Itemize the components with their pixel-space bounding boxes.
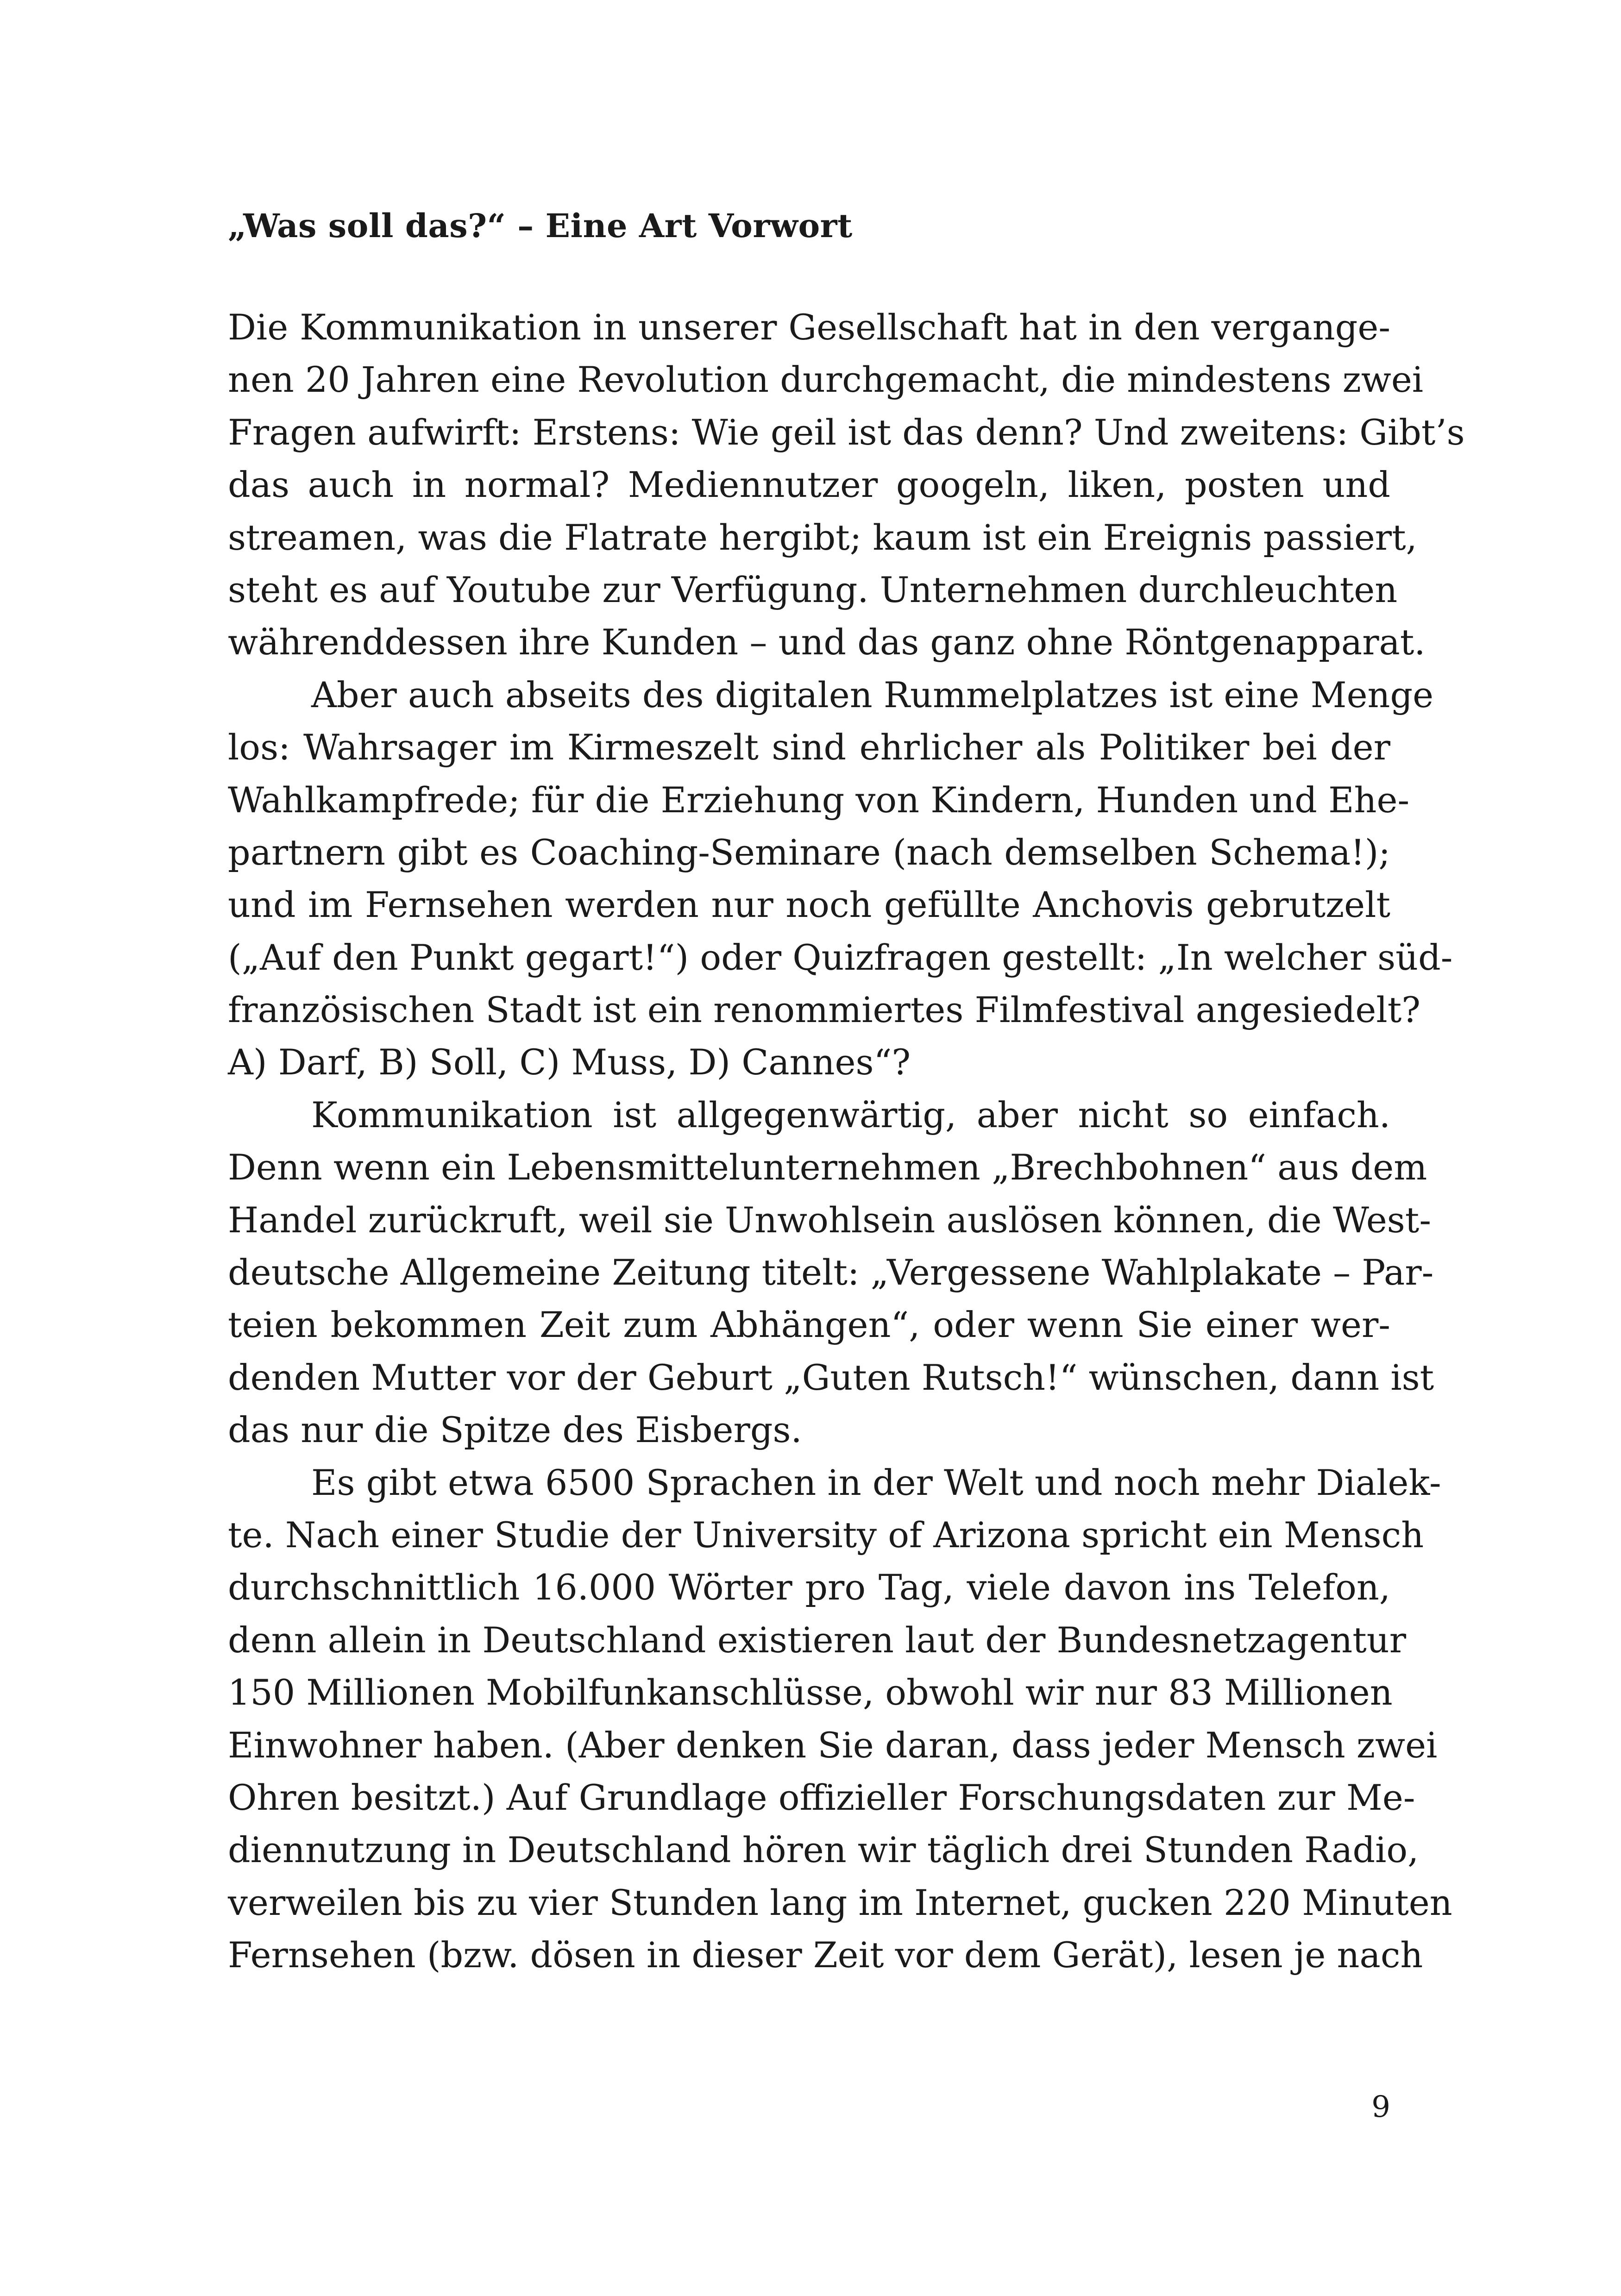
text-line: Ohren besitzt.) Auf Grundlage offizieller Forschungsdaten zur Me- (228, 1776, 1415, 1818)
text-line: durchschnittlich 16.000 Wörter pro Tag, viele davon ins Telefon, (228, 1567, 1390, 1608)
text-line: Fernsehen (bzw. dösen in dieser Zeit vor dem Gerät), lesen je nach (228, 1934, 1423, 1976)
page-number: 9 (1371, 2090, 1390, 2124)
text-line: denn allein in Deutschland existieren laut der Bundesnetzagentur (228, 1619, 1407, 1661)
text-line: teien bekommen Zeit zum Abhängen“, oder wenn Sie einer wer- (228, 1304, 1390, 1346)
text-line: Aber auch abseits des digitalen Rummelplatzes ist eine Menge (311, 674, 1434, 715)
text-line: 150 Millionen Mobilfunkanschlüsse, obwohl wir nur 83 Millionen (228, 1672, 1393, 1713)
text-line: steht es auf Youtube zur Verfügung. Unternehmen durchleuchten (228, 569, 1398, 610)
text-line: Einwohner haben. (Aber denken Sie daran, dass jeder Mensch zwei (228, 1724, 1438, 1766)
text-line: te. Nach einer Studie der University of Arizona spricht ein Mensch (228, 1514, 1424, 1556)
chapter-heading: „Was soll das?“ – Eine Art Vorwort (228, 207, 853, 245)
text-line: („Auf den Punkt gegart!“) oder Quizfragen gestellt: „In welcher süd- (228, 936, 1453, 978)
text-line: Es gibt etwa 6500 Sprachen in der Welt und noch mehr Dialek- (311, 1462, 1441, 1503)
text-line: französischen Stadt ist ein renommiertes Filmfestival angesiedelt? (228, 989, 1420, 1031)
text-line: los: Wahrsager im Kirmeszelt sind ehrlicher als Politiker bei der (228, 727, 1390, 768)
text-line: Kommunikation ist allgegenwärtig, aber nicht so einfach. (311, 1094, 1390, 1135)
text-line: Handel zurückruft, weil sie Unwohlsein auslösen können, die West- (228, 1199, 1432, 1241)
text-line: deutsche Allgemeine Zeitung titelt: „Vergessene Wahlplakate – Par- (228, 1252, 1434, 1293)
text-line: und im Fernsehen werden nur noch gefüllte Anchovis gebrutzelt (228, 884, 1390, 926)
text-line: Die Kommunikation in unserer Gesellschaft hat in den vergange- (228, 307, 1390, 348)
text-line: das nur die Spitze des Eisbergs. (228, 1409, 802, 1451)
text-line: Denn wenn ein Lebensmittelunternehmen „Brechbohnen“ aus dem (228, 1147, 1427, 1188)
text-line: streamen, was die Flatrate hergibt; kaum ist ein Ereignis passiert, (228, 516, 1417, 558)
text-line: das auch in normal? Mediennutzer googeln, liken, posten und (228, 464, 1390, 506)
body-text (228, 301, 1465, 1982)
text-line: nen 20 Jahren eine Revolution durchgemacht, die mindestens zwei (228, 359, 1424, 401)
text-line: Wahlkampfrede; für die Erziehung von Kindern, Hunden und Ehe- (228, 779, 1410, 821)
text-line: währenddessen ihre Kunden – und das ganz ohne Röntgenapparat. (228, 621, 1426, 663)
text-line: diennutzung in Deutschland hören wir täglich drei Stunden Radio, (228, 1829, 1419, 1871)
text-line: denden Mutter vor der Geburt „Guten Rutsch!“ wünschen, dann ist (228, 1356, 1434, 1398)
text-line: verweilen bis zu vier Stunden lang im Internet, gucken 220 Minuten (228, 1882, 1452, 1923)
text-line: partnern gibt es Coaching-Seminare (nach demselben Schema!); (228, 831, 1390, 873)
text-line: Fragen aufwirft: Erstens: Wie geil ist das denn? Und zweitens: Gibt’s (228, 411, 1465, 453)
text-line: A) Darf, B) Soll, C) Muss, D) Cannes“? (228, 1041, 911, 1083)
